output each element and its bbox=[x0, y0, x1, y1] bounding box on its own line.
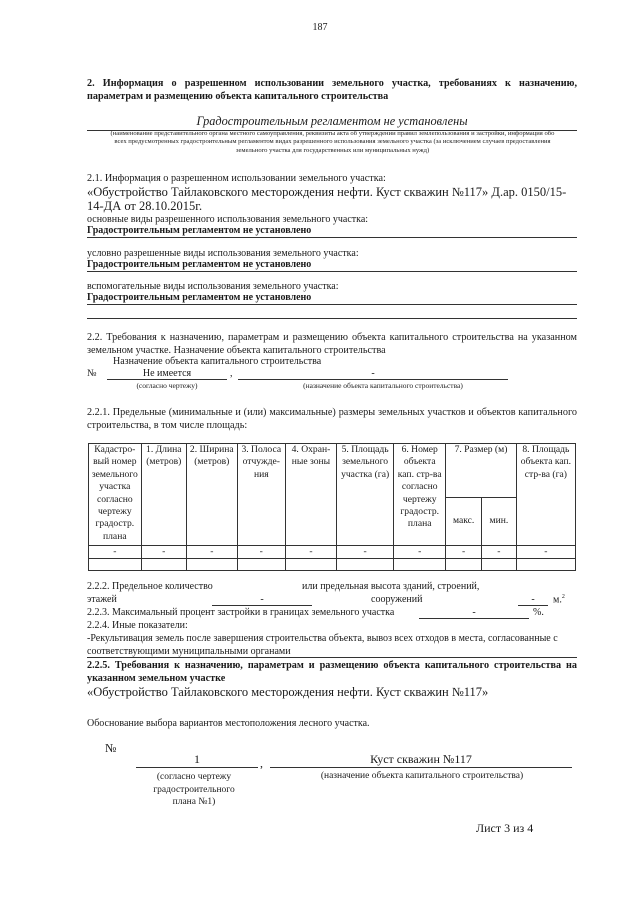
s222-height-value: - bbox=[518, 594, 548, 606]
s225-object: «Обустройство Тайлаковского месторождения нефти. Куст скважин №117» bbox=[87, 685, 489, 699]
table-cell: - bbox=[186, 546, 237, 559]
gradreg-title: Градостроительным регламентом не установлены bbox=[87, 114, 577, 131]
header-size: 7. Размер (м) bbox=[446, 444, 517, 498]
header-area: 5. Площадь земельного участка (га) bbox=[337, 444, 394, 546]
header-length: 1. Длина (метров) bbox=[141, 444, 186, 546]
s222-structures: сооружений bbox=[371, 594, 423, 605]
table-cell-empty bbox=[285, 559, 336, 571]
s22-caption-right: (назначение объекта капитального строительства) bbox=[303, 381, 463, 390]
sheet-number: Лист 3 из 4 bbox=[476, 821, 534, 835]
table-cell: - bbox=[516, 546, 575, 559]
s22-purpose: - bbox=[238, 368, 508, 380]
s22-caption-left: (согласно чертежу) bbox=[136, 381, 198, 390]
section-2-title: 2. Информация о разрешенном использовании земельного участка, требованиях к назначению, параметрам и размещению объекта капитального строительства bbox=[87, 78, 577, 102]
s222-unit-text: м. bbox=[553, 594, 562, 606]
cond-uses-value: Градостроительным регламентом не установлено bbox=[87, 259, 577, 272]
s224-text: -Рекультивация земель после завершения строительства объекта, вывоз всех отходов в места, согласованные с соответствующими муниципальными органами bbox=[87, 633, 558, 657]
main-uses-label: основные виды разрешенного использования земельного участка: bbox=[87, 214, 369, 225]
table-cell-empty bbox=[237, 559, 285, 571]
s222-label: 2.2.2. Предельное количество bbox=[87, 581, 213, 592]
page-number: 187 bbox=[312, 22, 328, 33]
comma: , bbox=[230, 368, 233, 379]
header-object-number: 6. Номер объекта кап. стр-ва согласно чертежу градостр. плана bbox=[394, 444, 446, 546]
s224-label: 2.2.4. Иные показатели: bbox=[87, 620, 188, 631]
separator bbox=[87, 318, 577, 319]
table-cell-empty bbox=[337, 559, 394, 571]
main-uses-value: Градостроительным регламентом не установлено bbox=[87, 225, 577, 238]
s223-label: 2.2.3. Максимальный процент застройки в границах земельного участка bbox=[87, 607, 395, 618]
s21-label: 2.1. Информация о разрешенном использовании земельного участка: bbox=[87, 173, 386, 184]
s22-subtitle: Назначение объекта капитального строительства bbox=[113, 356, 322, 367]
s222-floors-value: - bbox=[212, 594, 312, 606]
cond-uses-label: условно разрешенные виды использования земельного участка: bbox=[87, 248, 359, 259]
table-cell: - bbox=[394, 546, 446, 559]
table-cell-empty bbox=[482, 559, 517, 571]
s21-object: «Обустройство Тайлаковского месторождения нефти. Куст скважин №117» Д.ар. 0150/15-14-ДА от 28.10.2015г. bbox=[87, 185, 567, 213]
table-cell-empty bbox=[516, 559, 575, 571]
table-cell-empty bbox=[89, 559, 142, 571]
s22-number: Не имеется bbox=[107, 368, 227, 380]
table-cell: - bbox=[141, 546, 186, 559]
table-cell: - bbox=[446, 546, 482, 559]
bottom-caption-right: (назначение объекта капитального строительства) bbox=[320, 771, 524, 781]
table-cell-empty bbox=[446, 559, 482, 571]
header-object-area: 8. Площадь объекта кап. стр-ва (га) bbox=[516, 444, 575, 546]
header-size-min: мин. bbox=[482, 498, 517, 546]
aux-uses-label: вспомогательные виды использования земельного участка: bbox=[87, 281, 339, 292]
bottom-number: 1 bbox=[136, 752, 258, 768]
table-cell-empty bbox=[394, 559, 446, 571]
table-cell: - bbox=[285, 546, 336, 559]
bottom-caption-left: (согласно чертежу градостроительного плана №1) bbox=[153, 772, 235, 807]
comma-2: , bbox=[260, 756, 263, 770]
aux-uses-value: Градостроительным регламентом не установлено bbox=[87, 292, 577, 305]
table-cell: - bbox=[89, 546, 142, 559]
s222-floors: этажей bbox=[87, 594, 117, 605]
table-cell-empty bbox=[141, 559, 186, 571]
header-strip: 3. Полоса отчужде-ния bbox=[237, 444, 285, 546]
gradreg-note: (наименование представительного органа местного самоуправления, реквизиты акта об утверждении правил землепользования и застройки, информация обо всех предусмотренных градостроительным регламентом видах разрешенного использования земельного участка (за исключением случаев предоставления земельного участка для государственных или муниципальных нужд) bbox=[110, 130, 555, 154]
s22-no-sign: № bbox=[87, 368, 97, 379]
bottom-no-sign: № bbox=[105, 741, 117, 755]
header-protection: 4. Охран-ные зоны bbox=[285, 444, 336, 546]
bottom-purpose: Куст скважин №117 bbox=[270, 752, 572, 768]
header-width: 2. Ширина (метров) bbox=[186, 444, 237, 546]
header-size-max: макс. bbox=[446, 498, 482, 546]
sizes-table bbox=[88, 443, 576, 571]
separator-2 bbox=[87, 657, 577, 658]
s223-unit: %. bbox=[533, 607, 544, 618]
header-cadastral: Кадастро-вый номер земельного участка согласно чертежу градостр. плана bbox=[89, 444, 142, 546]
s22-text: 2.2. Требования к назначению, параметрам и размещению объекта капитального строительства на указанном земельном участке. Назначение объекта капитального строительства bbox=[87, 332, 577, 356]
s222-unit-sup: 2 bbox=[561, 594, 565, 600]
table-cell: - bbox=[237, 546, 285, 559]
table-cell-empty bbox=[186, 559, 237, 571]
s221-text: 2.2.1. Предельные (минимальные и (или) максимальные) размеры земельных участков и объектов капитального строительства, в том числе площадь: bbox=[87, 407, 577, 431]
table-cell: - bbox=[337, 546, 394, 559]
s222-label2: или предельная высота зданий, строений, bbox=[302, 581, 480, 592]
justification-text: Обоснование выбора вариантов местоположения лесного участка. bbox=[87, 718, 370, 729]
s222-unit bbox=[553, 594, 565, 605]
s223-value: - bbox=[419, 607, 529, 619]
s225-title: 2.2.5. Требования к назначению, параметрам и размещению объекта капитального строительства на указанном земельном участке bbox=[87, 660, 577, 684]
table-cell: - bbox=[482, 546, 517, 559]
